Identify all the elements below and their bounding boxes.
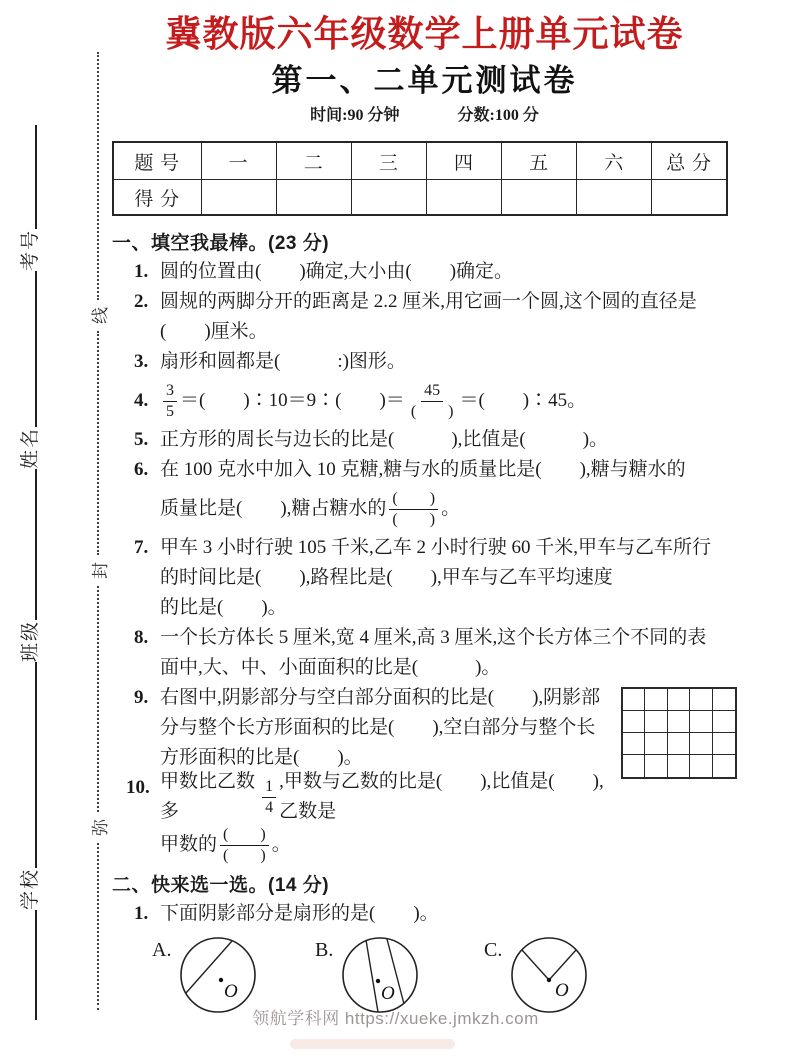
page-title: 冀教版六年级数学上册单元试卷 <box>165 13 684 54</box>
header-cell: 总 分 <box>652 142 727 180</box>
section2-question-1 <box>112 899 737 929</box>
score-row-label: 得 分 <box>113 180 201 216</box>
dotted-segment <box>97 331 99 555</box>
empty-score-cell <box>201 180 276 216</box>
question-text: 质量比是( ),糖占糖水的 <box>160 498 387 519</box>
question-text: ,甲数与乙数的比是( ),比值是( ),乙数是 <box>279 771 604 822</box>
question-number: 1. <box>134 903 149 924</box>
question-text: 。 <box>271 834 291 855</box>
circle-with-chord-figure <box>178 935 258 1015</box>
fraction: $\frac{1}{4}$ <box>262 777 276 818</box>
choice-c <box>484 935 589 1015</box>
main-content <box>112 0 737 1021</box>
question-number: 5. <box>134 429 149 450</box>
choice-b-label: B. <box>315 939 334 961</box>
question-text: 甲数的 <box>160 834 218 855</box>
question-text: ( )厘米。 <box>160 321 268 342</box>
question-text: 的时间比是( ),路程比是( ),甲车与乙车平均速度 <box>160 567 613 588</box>
time-label: 时间:90 分钟 <box>310 107 400 124</box>
fraction: $\frac{3}{5}$ <box>163 381 177 422</box>
score-table <box>112 141 728 216</box>
question-5 <box>112 425 737 455</box>
blank-line <box>8 662 37 868</box>
choice-c-label: C. <box>484 939 503 961</box>
class-label: 班级 <box>19 619 41 662</box>
question-number: 6. <box>134 459 149 480</box>
question-number: 10. <box>126 777 150 798</box>
dotted-segment <box>97 586 99 812</box>
question-text-line <box>160 485 737 533</box>
header-cell: 五 <box>502 142 577 180</box>
choice-b <box>315 935 420 1015</box>
rectangle-grid-figure <box>621 687 737 779</box>
question-text: 扇形和圆都是( :)图形。 <box>160 351 406 372</box>
test-meta <box>112 105 737 126</box>
header-cell: 六 <box>577 142 652 180</box>
score-table-score-row <box>113 180 727 216</box>
question-3 <box>112 347 737 377</box>
section1-heading: 一、填空我最棒。(23 分) <box>112 233 330 254</box>
empty-score-cell <box>426 180 501 216</box>
question-4 <box>112 377 737 425</box>
question-text: ＝( )∶45。 <box>459 390 587 411</box>
svg-text:O: O <box>555 980 570 1001</box>
question-text: 甲数比乙数多 <box>160 771 256 822</box>
question-text: 正方形的周长与边长的比是( ),比值是( )。 <box>160 429 609 450</box>
question-text-line <box>160 773 611 821</box>
question-text-line <box>160 821 737 869</box>
blank-line <box>8 125 37 229</box>
watermark-text: 领航学科网 https://xueke.jmkzh.com <box>252 1009 539 1028</box>
svg-text:O: O <box>224 981 239 1002</box>
choice-a-label: A. <box>152 939 172 961</box>
unit-test-title: 第一、二单元测试卷 <box>271 63 578 98</box>
question-text: 右图中,阴影部分与空白部分面积的比是( ),阴影部分与整个长方形面积的比是( ),空白部分与整个长方形面积的比是( )。 <box>160 687 601 768</box>
question-text: 甲车 3 小时行驶 105 千米,乙车 2 小时行驶 60 千米,甲车与乙车所行 <box>160 537 712 558</box>
question-1 <box>112 257 737 287</box>
dotted-segment <box>97 52 99 300</box>
header-cell: 题 号 <box>113 142 201 180</box>
question-number: 7. <box>134 537 149 558</box>
circle-with-two-chords-figure <box>340 935 420 1015</box>
school-label: 学校 <box>19 867 41 910</box>
header-cell: 三 <box>351 142 426 180</box>
question-number: 9. <box>134 687 149 708</box>
question-8 <box>112 623 737 683</box>
question-text: 下面阴影部分是扇形的是( )。 <box>160 903 439 924</box>
fraction: $\frac{( )}{( )}$ <box>389 489 438 530</box>
question-10 <box>112 773 737 869</box>
question-number: 3. <box>134 351 149 372</box>
fraction: $\frac{( )}{( )}$ <box>220 825 269 866</box>
margin-student-info-strip <box>8 125 48 1020</box>
question-number: 1. <box>134 261 149 282</box>
question-text: 。 <box>441 498 461 519</box>
question-text: 一个长方体长 5 厘米,宽 4 厘米,高 3 厘米,这个长方体三个不同的表 <box>160 627 707 648</box>
score-label: 分数:100 分 <box>457 107 539 124</box>
question-number: 8. <box>134 627 149 648</box>
empty-score-cell <box>577 180 652 216</box>
question-2 <box>112 287 737 347</box>
circle-with-sector-figure <box>509 935 589 1015</box>
question-number: 4. <box>134 390 149 411</box>
blank-line <box>8 469 37 620</box>
empty-score-cell <box>652 180 727 216</box>
question-9 <box>112 683 737 773</box>
score-table-header-row <box>113 142 727 180</box>
empty-score-cell <box>276 180 351 216</box>
seal-char-xian: 线 <box>90 307 110 324</box>
question-number: 2. <box>134 291 149 312</box>
seal-line <box>86 52 110 1010</box>
seal-char-feng: 封 <box>90 562 110 579</box>
question-text: 在 100 克水中加入 10 克糖,糖与水的质量比是( ),糖与糖水的 <box>160 459 686 480</box>
header-cell: 二 <box>276 142 351 180</box>
header-cell: 一 <box>201 142 276 180</box>
name-label: 姓名 <box>19 426 41 469</box>
question-7 <box>112 533 737 623</box>
seal-char-mi: 弥 <box>90 819 110 836</box>
question-6 <box>112 455 737 533</box>
dotted-segment <box>97 843 99 1010</box>
question-text: ＝( )∶10＝9∶( )＝ <box>180 390 405 411</box>
empty-score-cell <box>502 180 577 216</box>
exam-number-label: 考号 <box>19 228 41 271</box>
header-cell: 四 <box>426 142 501 180</box>
choice-a <box>152 935 258 1015</box>
svg-text:O: O <box>381 983 396 1004</box>
pink-smudge-artifact <box>290 1039 455 1049</box>
question-text: 圆规的两脚分开的距离是 2.2 厘米,用它画一个圆,这个圆的直径是 <box>160 291 697 312</box>
question-text: 的比是( )。 <box>160 597 287 618</box>
blank-line <box>8 271 37 427</box>
fraction: $\frac{45}{( )}$ <box>410 381 454 420</box>
question-text: 圆的位置由( )确定,大小由( )确定。 <box>160 261 514 282</box>
question-text: 面中,大、中、小面面积的比是( )。 <box>160 657 501 678</box>
section2-heading: 二、快来选一选。(14 分) <box>112 875 330 896</box>
empty-score-cell <box>351 180 426 216</box>
